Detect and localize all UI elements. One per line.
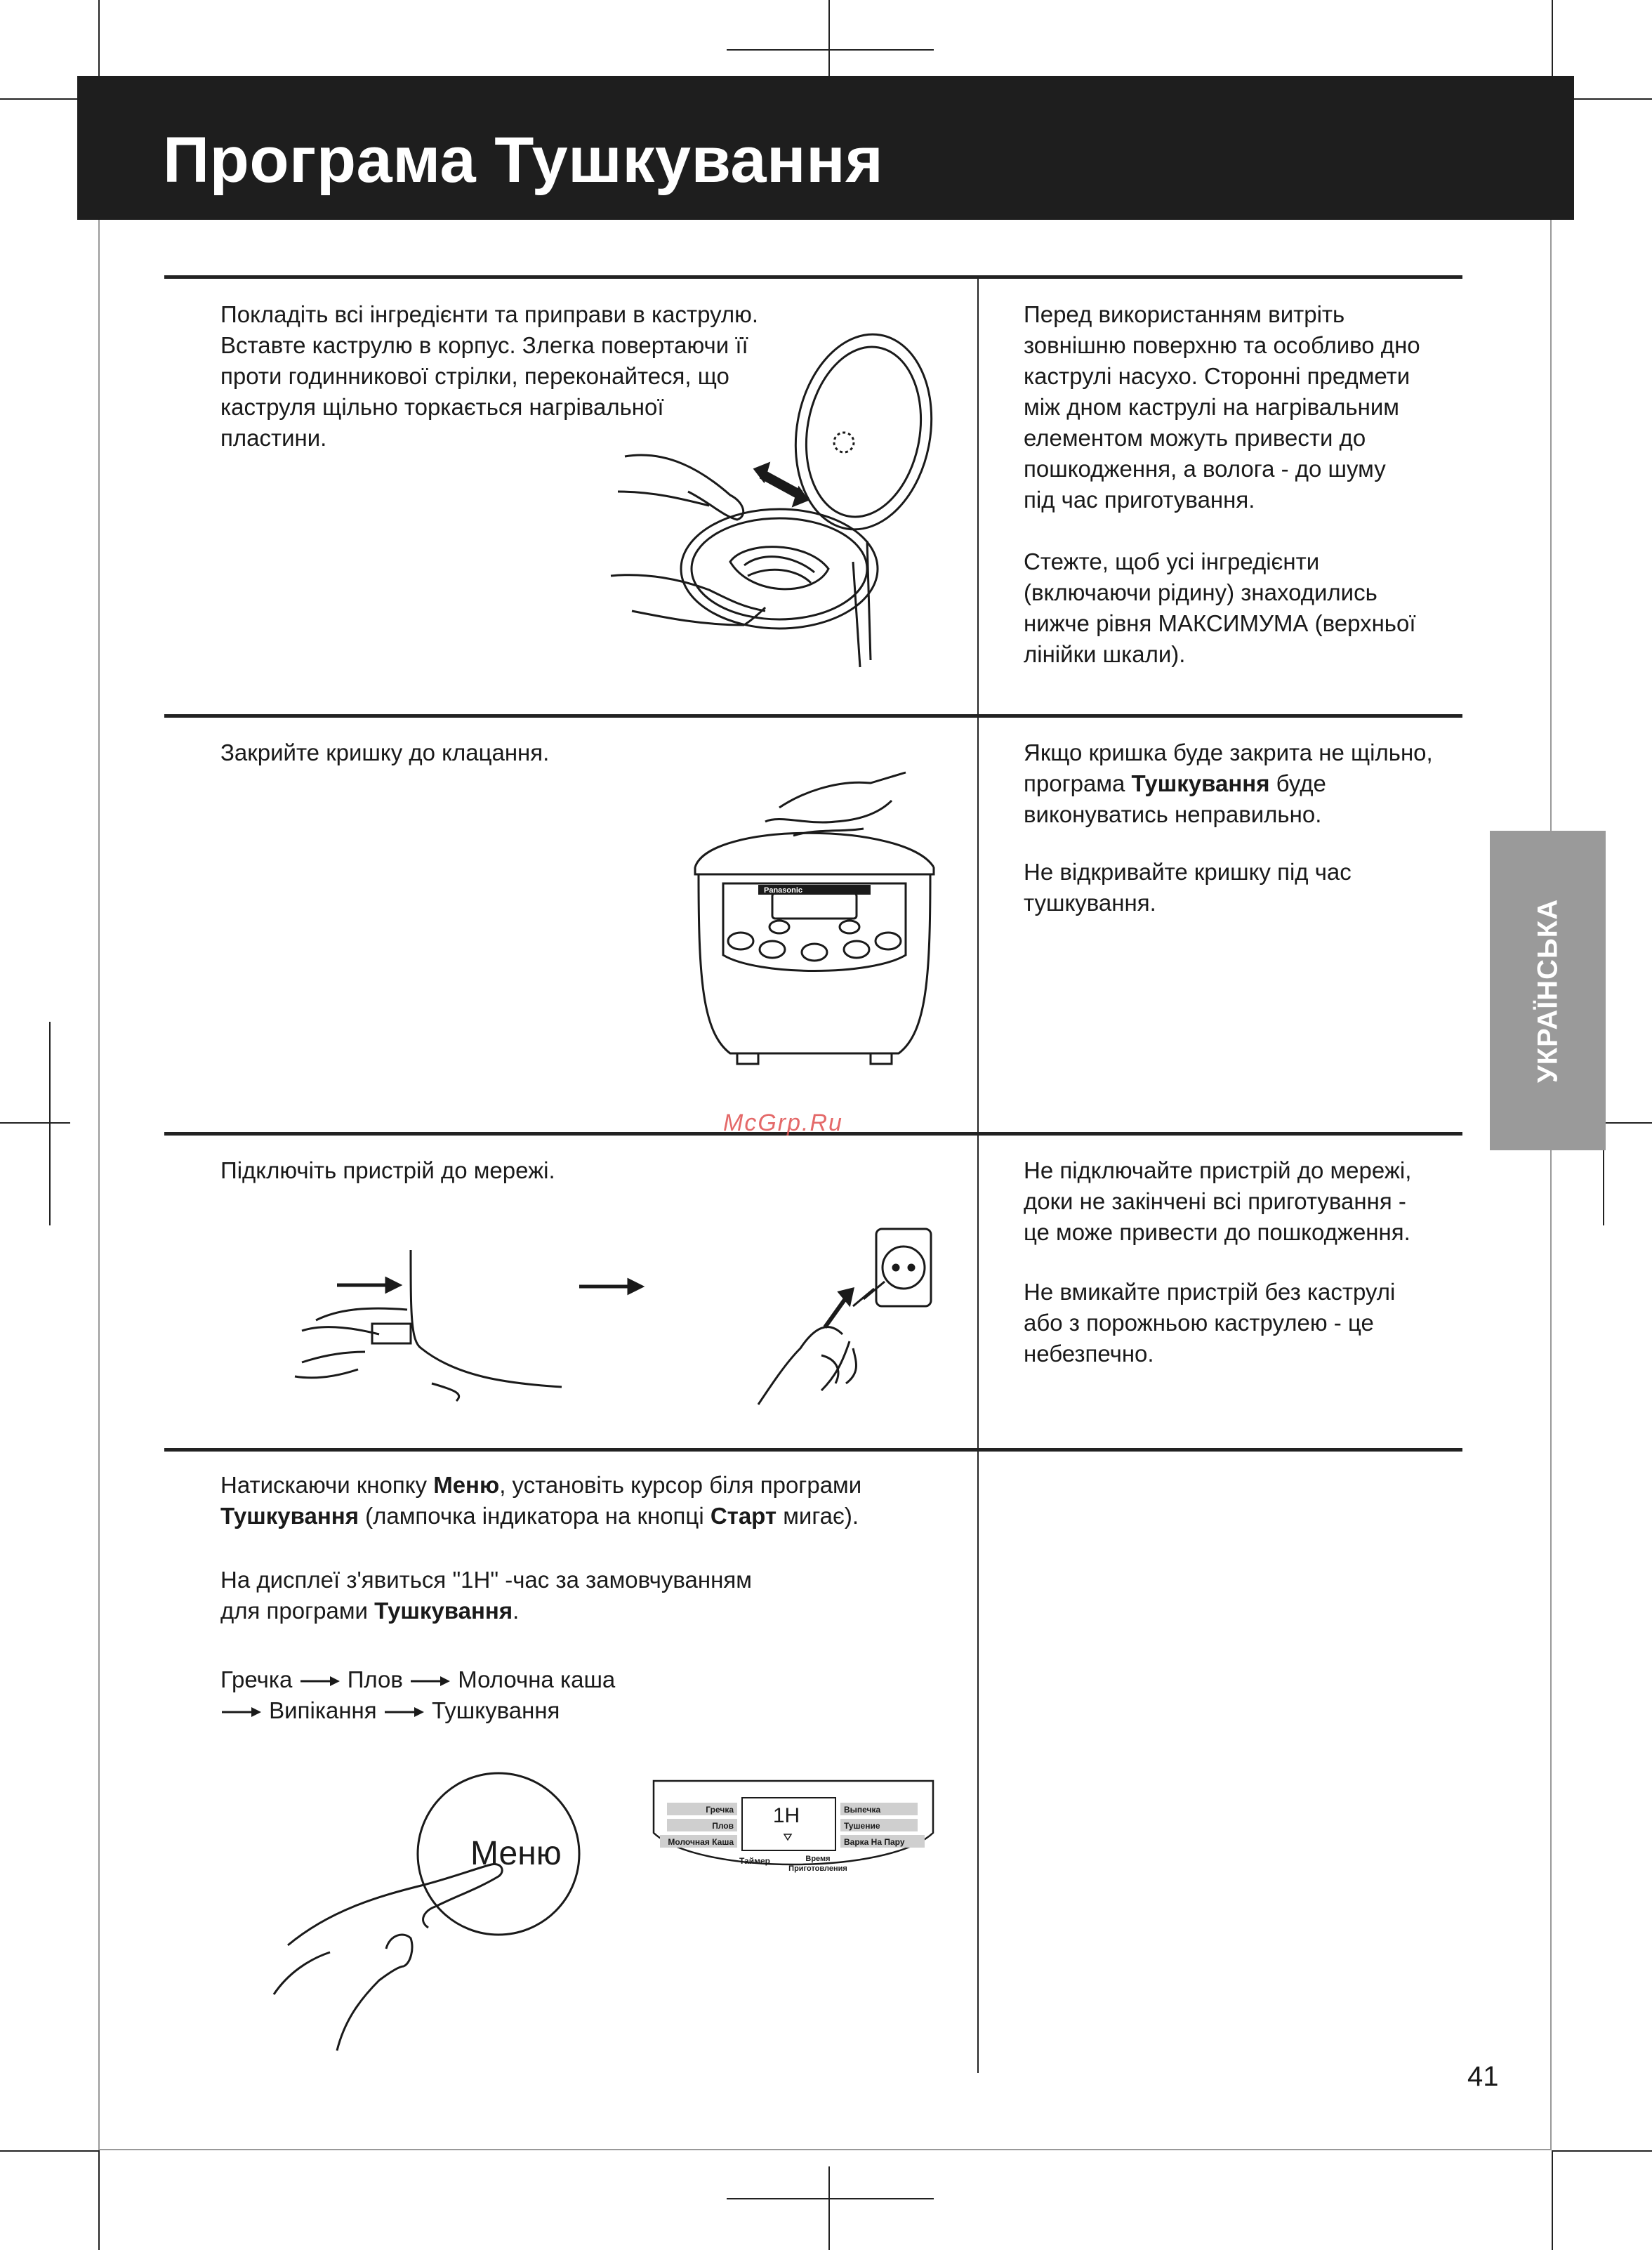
title-bar (77, 76, 1574, 220)
section2-note-2: Не відкривайте кришку під час тушкування. (1024, 859, 1352, 916)
arrow-right-icon (220, 1705, 263, 1719)
crop-mark (727, 49, 934, 51)
program-sequence (220, 1664, 615, 1726)
control-panel-illustration (649, 1777, 937, 1882)
section-rule (164, 275, 1462, 279)
section1-note-1: Перед використанням витріть зовнішню поверхню та особливо дно каструлі насухо. Сторонні предмети між дном каструлі на нагрівальним елементом можуть привести до пошкодження, а волога - до шуму під час приготування. (1024, 301, 1420, 513)
section1-instruction: Покладіть всі інгредієнти та приправи в каструлю. Вставте каструлю в корпус. Злегка повертаючи її проти годинникової стрілки, переконайтеся, що каструля щільно торкається нагрівальної пластини. (220, 301, 759, 451)
text: Натискаючи кнопку (220, 1472, 434, 1498)
crop-mark (98, 2150, 100, 2250)
crop-mark (828, 0, 830, 88)
arrow-right-icon (409, 1674, 451, 1688)
panel-display: 1H (772, 1804, 800, 1827)
panel-left-label: Молочная Каша (668, 1837, 734, 1847)
brand-label: Panasonic (764, 886, 803, 895)
crop-mark (727, 2198, 934, 2199)
crop-mark (49, 1022, 51, 1225)
crop-mark (1552, 2150, 1553, 2250)
panel-right-label: Тушение (844, 1821, 880, 1831)
section-rule (164, 714, 1462, 718)
section-rule (164, 1448, 1462, 1452)
text: На дисплеї з'явиться "1H" -час за замовчуванням (220, 1567, 752, 1593)
section3-note-1: Не підключайте пристрій до мережі, доки не закінчені всі приготування - це може привести до пошкодження. (1024, 1157, 1412, 1245)
section4-instruction-2 (220, 1565, 752, 1626)
crop-mark (0, 2150, 98, 2152)
section4-instruction-1 (220, 1470, 861, 1532)
cooker-pot-insertion-illustration (604, 330, 969, 681)
page-number: 41 (1467, 2061, 1499, 2092)
plug-connection-illustration (281, 1222, 948, 1412)
menu-button-press-illustration (267, 1770, 618, 2065)
column-divider (977, 275, 979, 2073)
program-name: Тушкування (374, 1598, 513, 1624)
program-name: Тушкування (1131, 770, 1270, 796)
crop-mark (1552, 2150, 1652, 2152)
start-key-name: Старт (710, 1503, 777, 1529)
page-title: Програма Тушкування (163, 124, 884, 196)
watermark: McGrp.Ru (723, 1110, 843, 1136)
menu-key-name: Меню (433, 1472, 500, 1498)
text: (лампочка індикатора на кнопці (358, 1503, 711, 1529)
note-text: буде виконуватись неправильно. (1024, 770, 1326, 827)
panel-right-label: Выпечка (844, 1805, 881, 1815)
section2-instruction: Закрийте кришку до клацання. (220, 739, 550, 765)
program-item: Плов (347, 1666, 403, 1692)
program-item: Випікання (269, 1697, 377, 1723)
program-name: Тушкування (220, 1503, 359, 1529)
text: . (513, 1598, 520, 1624)
panel-left-label: Гречка (706, 1805, 734, 1815)
arrow-right-icon (383, 1705, 425, 1719)
closed-cooker-illustration (681, 765, 962, 1074)
section2-note-1 (1024, 737, 1433, 830)
section1-note-2: Стежте, щоб усі інгредієнти (включаючи рідину) знаходились нижче рівня МАКСИМУМА (верхньої лінійки шкали). (1024, 548, 1416, 667)
panel-right-label: Варка На Пару (844, 1837, 905, 1847)
crop-mark (0, 1122, 70, 1124)
program-item: Тушкування (432, 1697, 560, 1723)
crop-mark (828, 2166, 830, 2250)
text: мигає). (777, 1503, 859, 1529)
program-item: Гречка (220, 1666, 293, 1692)
menu-button-label: Меню (470, 1835, 562, 1872)
text: для програми (220, 1598, 375, 1624)
panel-time-label: Время (805, 1855, 831, 1863)
panel-left-label: Плов (712, 1821, 734, 1831)
language-tab (1490, 831, 1606, 1150)
section3-instruction: Підключіть пристрій до мережі. (220, 1157, 555, 1183)
text: , установіть курсор біля програми (499, 1472, 862, 1498)
panel-timer-label: Таймер (739, 1856, 770, 1866)
program-item: Молочна каша (458, 1666, 616, 1692)
panel-time-label: Приготовления (788, 1864, 847, 1873)
arrow-right-icon (299, 1674, 341, 1688)
language-tab-label: УКРАЇНСЬКА (1532, 898, 1563, 1083)
section3-note-2: Не вмикайте пристрій без каструлі або з порожньою каструлею - це небезпечно. (1024, 1279, 1396, 1367)
note-text: Якщо кришка буде закрита не щільно, програма (1024, 739, 1433, 796)
